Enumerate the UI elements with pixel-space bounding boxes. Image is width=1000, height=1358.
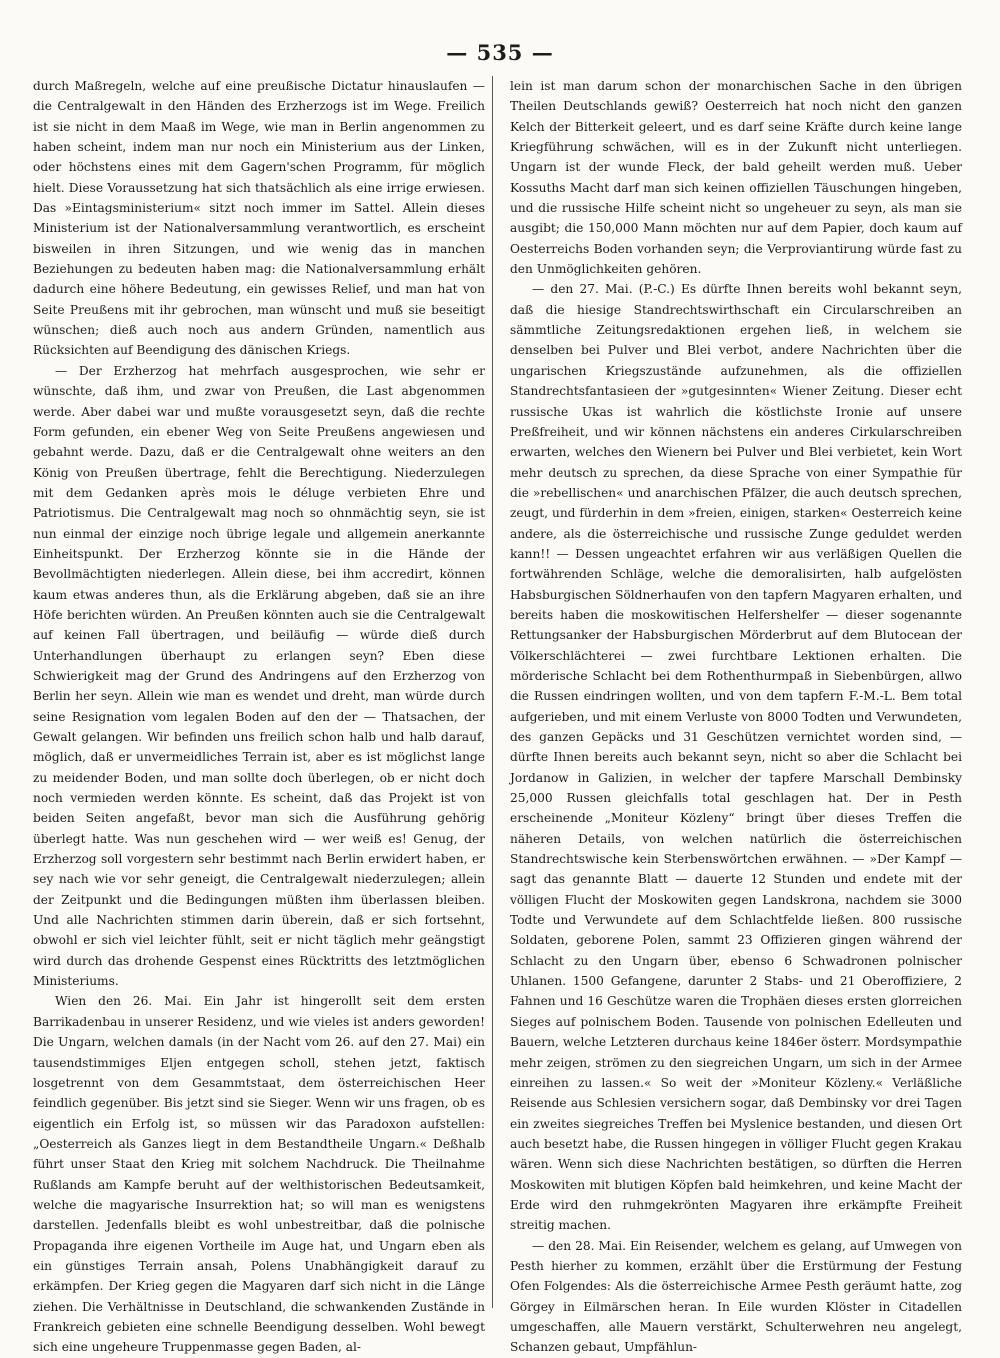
article-columns <box>33 76 969 1355</box>
paragraph-right-3: — den 28. Mai. Ein Reisender, welchem es gelang, auf Umwegen von Pesth hierher zu kommen, erzählt über die Erstürmung der Festung Ofen Folgendes: Als die österreichische Armee Pesth geräumt hatte, zog Görgey in Eilmärschen heran. In Eile wurden Klöster in Citadellen umgeschaffen, alle Mauern verstärkt, Schulterwehren neu angelegt, Schanzen gebaut, Umpfählun- <box>510 1238 962 1355</box>
paragraph-right-1: lein ist man darum schon der monarchischen Sache in den übrigen Theilen Deutschlands gewiß? Oesterreich hat noch nicht den ganzen Kelch der Bitterkeit geleert, und es darf seine Kräfte durch keine lange Kriegführung schwächen, will es in der Zukunft nicht unterliegen. Ungarn ist der wunde Fleck, der bald geheilt werden muß. Ueber Kossuths Macht darf man sich keinen offiziellen Täuschungen hingeben, und die russische Hilfe scheint nicht so ungeheuer zu seyn, als man sie ausgibt; die 150,000 Mann möchten nur auf dem Papier, doch kaum auf Oesterreichs Boden vorhanden seyn; die Verproviantirung würde fast zu den Unmöglichkeiten gehören. <box>510 79 962 277</box>
page-number: — 535 — <box>446 40 554 65</box>
paragraph-left-1: durch Maßregeln, welche auf eine preußische Dictatur hinauslaufen — die Centralgewalt in den Händen des Erzherzogs ist im Wege. Freilich ist sie nicht in dem Maaß im Wege, wie man in Berlin angenommen zu haben scheint, indem man nur noch ein Ministerium aus der Linken, oder höchstens eines mit dem Gagern'schen Programm, für möglich hielt. Diese Voraussetzung hat sich thatsächlich als eine irrige erwiesen. Das »Eintagsministerium« sitzt noch immer im Sattel. Allein dieses Ministerium ist der Nationalversammlung verantwortlich, es erscheint bisweilen in ihren Sitzungen, und wie wenig das in manchen Beziehungen zu bedeuten haben mag: die Nationalversammlung erhält dadurch eine höhere Bedeutung, ein gewisses Relief, und man hat von Seite Preußens mit ihr gebrochen, man wünscht und muß sie beseitigt wünschen; dieß auch noch aus andern Gründen, namentlich aus Rücksichten auf Beendigung des dänischen Kriegs. <box>33 79 485 358</box>
paragraph-right-2: — den 27. Mai. (P.-C.) Es dürfte Ihnen bereits wohl bekannt seyn, daß die hiesige Standrechtswirthschaft ein Circularschreiben an sämmtliche Zeitungsredaktionen ergehen ließ, in welchem sie denselben bei Pulver und Blei verbot, andere Nachrichten über die ungarischen Kriegszustände aufzunehmen, als die offiziellen Standrechtsfantasieen der »gutgesinnten« Wiener Zeitung. Dieser echt russische Ukas ist wahrlich die köstlichste Ironie auf unsere Preßfreiheit, und wir können nächstens ein anderes Cirkularschreiben erwarten, welches den Wienern bei Pulver und Blei verbietet, kein Wort mehr deutsch zu sprechen, da diese Sprache von einer Sympathie für die »rebellischen« und anarchischen Pfälzer, die auch deutsch sprechen, zeugt, und fürderhin in dem »freien, einigen, starken« Oesterreich keine andere, als die österreichische und russische Zunge geduldet werden kann!! — Dessen ungeachtet erfahren wir aus verläßigen Quellen die fortwährenden Schläge, welche die demoralisirten, halb aufgelösten Habsburgischen Söldnerhaufen von den tapfern Magyaren erhalten, und bereits haben die moskowitischen Helfershelfer — dieser sogenannte Rettungsanker der Habsburgischen Mörderbrut auf dem Blutocean der Völkerschlächterei — zwei furchtbare Lektionen erhalten. Die mörderische Schlacht bei dem Rothenthurmpaß in Siebenbürgen, allwo die Russen eindringen wollten, und von dem tapfern F.-M.-L. Bem total aufgerieben, und mit einem Verluste von 8000 Todten und Verwundeten, des ganzen Gepäcks und 31 Geschützen vernichtet worden sind, — dürfte Ihnen bereits auch bekannt seyn, nicht so aber die Schlacht bei Jordanow in Galizien, in welcher der tapfere Marschall Dembinsky 25,000 Russen gleichfalls total geschlagen hat. Der in Pesth erscheinende „Moniteur Közleny“ bringt über dieses Treffen die näheren Details, von welchen natürlich die österreichischen Standrechtswische kein Sterbenswörtchen erwähnen. — »Der Kampf — sagt das genannte Blatt — dauerte 12 Stunden und endete mit der völligen Flucht der Moskowiten gegen Landskrona, nachdem sie 3000 Todte und Verwundete auf dem Schlachtfelde ließen. 800 russische Soldaten, geborene Polen, sammt 23 Offizieren gingen während der Schlacht zu den Ungarn über, ebenso 6 Schwadronen polnischer Uhlanen. 1500 Gefangene, darunter 2 Stabs- und 21 Oberoffiziere, 2 Fahnen und 16 Geschütze waren die Trophäen dieses ersten glorreichen Sieges auf polnischem Boden. Tausende von polnischen Edelleuten und Bauern, welche Letzteren durchaus keine 1846er österr. Mordsympathie mehr zeigen, strömen zu den siegreichen Ungarn, um sich in der Armee einreihen zu lassen.« So weit der »Moniteur Közleny.« Verläßliche Reisende aus Schlesien versichern sogar, daß Dembinsky vor drei Tagen ein zweites siegreiches Treffen bei Myslenice bestanden, und diesen Ort auch besetzt habe, die Russen hingegen in völliger Flucht gegen Krakau wären. Wenn sich diese Nachrichten bestätigen, so dürften die Herren Moskowiten mit blutigen Köpfen bald heimkehren, und keine Macht der Erde wird den ruhmgekrönten Magyaren ihre erkämpfte Freiheit streitig machen. <box>510 282 962 1233</box>
paragraph-left-3: Wien den 26. Mai. Ein Jahr ist hingerollt seit dem ersten Barrikadenbau in unserer Residenz, und wie vieles ist anders geworden! Die Ungarn, welchen damals (in der Nacht vom 26. auf den 27. Mai) ein tausendstimmiges Eljen entgegen scholl, stehen jetzt, faktisch losgetrennt von dem Gesammtstaat, dem österreichischen Heer feindlich gegenüber. Bis jetzt sind sie Sieger. Wenn wir uns fragen, ob es eigentlich ein Erfolg ist, so müssen wir das Paradoxon aufstellen: „Oesterreich als Ganzes liegt in dem Bestandtheile Ungarn.« Deßhalb führt unser Staat den Krieg mit solchem Nachdruck. Die Theilnahme Rußlands am Kampfe beruht auf der welthistorischen Bedeutsamkeit, welche die magyarische Insurrektion hat; so will man es wenigstens darstellen. Jedenfalls bleibt es wohl unbestreitbar, daß die polnische Propaganda ihre eigenen Vortheile im Auge hat, und Ungarn eben als ein günstiges Terrain ansah, Polens Unabhängigkeit darauf zu erkämpfen. Der Krieg gegen die Magyaren darf sich nicht in die Länge ziehen. Die Verhältnisse in Deutschland, die schwankenden Zustände in Frankreich gebieten eine schnelle Beendigung desselben. Wohl bewegt sich eine ungeheure Truppenmasse gegen Baden, al- <box>33 994 485 1355</box>
left-column <box>33 76 485 1355</box>
paragraph-left-2: — Der Erzherzog hat mehrfach ausgesprochen, wie sehr er wünschte, daß ihm, und zwar von Preußen, die Last abgenommen werde. Aber dabei war und mußte vorausgesetzt seyn, daß die rechte Form gefunden, ein ebener Weg von Seite Preußens angewiesen und gebahnt werde. Dazu, daß er die Centralgewalt ohne weiters an den König von Preußen übertrage, fehlt die Berechtigung. Niederzulegen mit dem Gedanken après mois le déluge verbieten Ehre und Patriotismus. Die Centralgewalt mag noch so ohnmächtig seyn, sie ist nun einmal der einzige noch übrige legale und allgemein anerkannte Einheitspunkt. Der Erzherzog könnte sie in die Hände der Bevollmächtigten niederlegen. Allein diese, bei ihm accredirt, können kaum etwas anderes thun, als die Erklärung abgeben, daß sie an ihre Höfe berichten würden. An Preußen könnten auch sie die Centralgewalt auf keinen Fall übertragen, und beiläufig — würde dieß durch Unterhandlungen überhaupt zu erlangen seyn? Eben diese Schwierigkeit mag der Grund des Andringens auf den Erzherzog von Berlin her seyn. Allein wie man es wendet und dreht, man würde durch seine Resignation vom legalen Boden auf den der — Thatsachen, der Gewalt gelangen. Wir befinden uns freilich schon halb und halb darauf, möglich, daß er unvermeidliches Terrain ist, aber es ist möglichst lange zu meidender Boden, und man sollte doch überlegen, ob er nicht doch noch vermieden werden könnte. Es scheint, daß das Projekt ist von beiden Seiten angefaßt, bevor man sich die Ausführung gehörig überlegt hatte. Was nun geschehen wird — wer weiß es! Genug, der Erzherzog soll vorgestern sehr bestimmt nach Berlin erwidert haben, er sey nach wie vor sehr geneigt, die Centralgewalt niederzulegen; allein der Zeitpunkt und die Bedingungen müßten ihm überlassen bleiben. Und alle Nachrichten stimmen darin überein, daß er sich fortsehnt, obwohl er sich viel leichter fühlt, seit er nicht täglich mehr geängstigt wird durch das drohende Gespenst eines Rücktritts des letztmöglichen Ministeriums. <box>33 363 485 989</box>
right-column <box>510 76 962 1355</box>
column-divider <box>492 76 493 1308</box>
